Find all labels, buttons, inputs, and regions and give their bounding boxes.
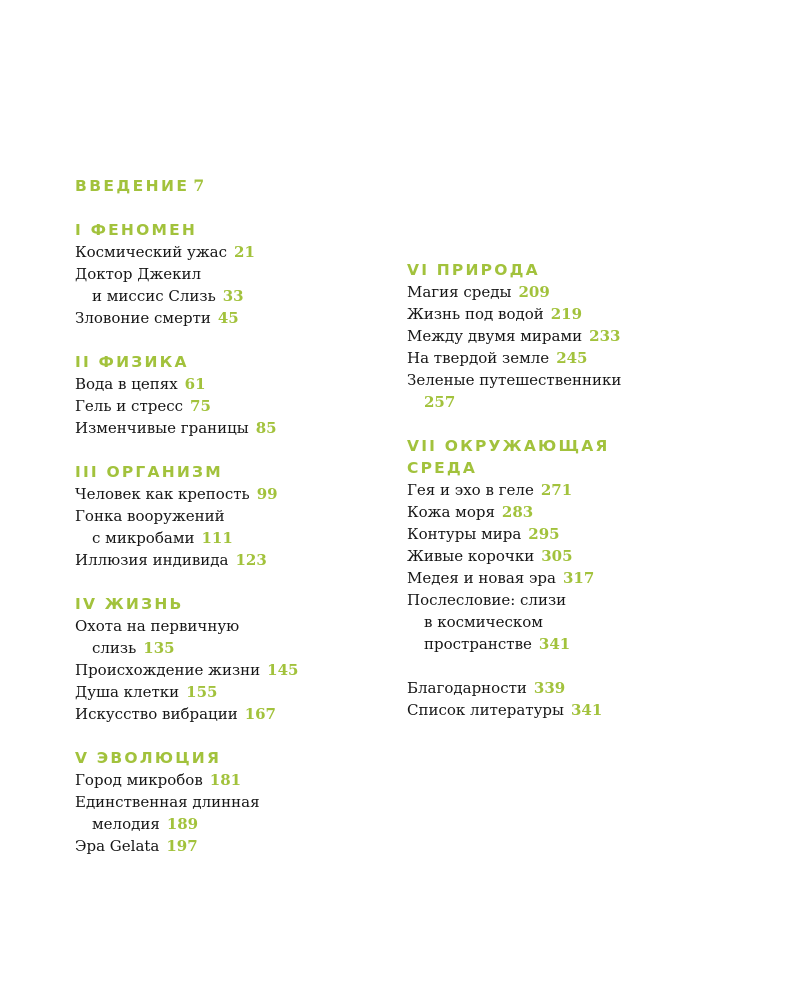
entry-title-text: На твердой земле	[407, 349, 550, 367]
entry-page-number: 21	[234, 243, 255, 261]
toc-entry[interactable]	[75, 373, 415, 395]
entry-title-text: Благодарности	[407, 679, 527, 697]
entry-title-line	[75, 703, 415, 725]
entry-title-line	[407, 611, 747, 633]
entry-title-text: Контуры мира	[407, 525, 522, 543]
entry-title-text: Доктор Джекил	[75, 265, 202, 283]
toc-entry[interactable]	[407, 699, 747, 721]
toc-entry[interactable]	[407, 325, 747, 347]
toc-entry[interactable]	[75, 263, 415, 307]
entry-title-line	[75, 373, 415, 395]
entry-page-number: 219	[550, 305, 583, 323]
entry-page-number: 85	[255, 419, 277, 437]
entry-title-text: Город микробов	[75, 771, 203, 789]
entry-title-line	[407, 677, 747, 699]
toc-entry[interactable]	[75, 659, 415, 681]
entry-page-number: 111	[201, 529, 233, 547]
section-title: V ЭВОЛЮЦИЯ	[75, 749, 222, 767]
entry-title-text: Медея и новая эра	[407, 569, 556, 587]
entry-title-text: и миссис Слизь	[92, 287, 216, 305]
toc-entry[interactable]	[407, 589, 747, 655]
toc-entry[interactable]	[75, 417, 415, 439]
toc-entry[interactable]	[75, 241, 415, 263]
entry-title-text: Космический ужас	[75, 243, 228, 261]
entry-list	[407, 677, 747, 721]
entry-title-text: Магия среды	[407, 283, 512, 301]
entry-page-number: 197	[166, 837, 198, 855]
toc-section	[75, 461, 415, 571]
toc-entry[interactable]	[75, 307, 415, 329]
entry-title-line	[75, 813, 415, 835]
toc-section	[75, 351, 415, 439]
entry-title-line	[75, 263, 415, 285]
entry-title-line	[407, 391, 747, 413]
toc-entry[interactable]	[75, 835, 415, 857]
toc-entry[interactable]	[75, 615, 415, 659]
entry-page-number: 75	[190, 397, 211, 415]
entry-page-number: 145	[267, 661, 299, 679]
section-title: III ОРГАНИЗМ	[75, 463, 223, 481]
entry-title-text: Кожа моря	[407, 503, 495, 521]
entry-title-text: Искусство вибрации	[75, 705, 238, 723]
entry-title-text: Зеленые путешественники	[407, 371, 622, 389]
entry-page-number: 99	[256, 485, 278, 503]
entry-title-text: Зловоние смерти	[75, 309, 211, 327]
entry-page-number: 233	[589, 327, 621, 345]
entry-title-text: Между двумя мирами	[407, 327, 583, 345]
entry-page-number: 257	[424, 393, 456, 411]
entry-page-number: 283	[501, 503, 534, 521]
entry-list	[75, 483, 415, 571]
entry-title-text: Единственная длинная	[75, 793, 260, 811]
entry-title-line	[407, 281, 747, 303]
entry-title-text: Список литературы	[407, 701, 564, 719]
entry-title-line	[407, 501, 747, 523]
entry-title-line	[75, 681, 415, 703]
toc-section	[407, 435, 747, 655]
right-sections	[407, 259, 747, 721]
entry-title-line	[407, 699, 747, 721]
toc-section	[75, 747, 415, 857]
entry-title-line	[75, 285, 415, 307]
toc-entry[interactable]	[75, 549, 415, 571]
entry-page-number: 135	[143, 639, 175, 657]
entry-title-text: мелодия	[92, 815, 160, 833]
entry-page-number: 245	[556, 349, 588, 367]
toc-right-column	[407, 259, 747, 743]
toc-entry[interactable]	[407, 567, 747, 589]
entry-page-number: 189	[166, 815, 199, 833]
entry-title-text: в космическом	[424, 613, 543, 631]
intro-page-number: 7	[193, 176, 205, 195]
entry-page-number: 271	[540, 481, 573, 499]
section-title: II ФИЗИКА	[75, 353, 189, 371]
entry-page-number: 167	[244, 705, 276, 723]
entry-title-text: Душа клетки	[75, 683, 180, 701]
section-title: VI ПРИРОДА	[407, 261, 540, 279]
entry-title-line	[407, 369, 747, 391]
entry-title-line	[75, 395, 415, 417]
entry-title-text: Иллюзия индивида	[75, 551, 229, 569]
intro-title: ВВЕДЕНИЕ	[75, 177, 190, 195]
entry-title-text: Охота на первичную	[75, 617, 240, 635]
entry-page-number: 155	[186, 683, 218, 701]
toc-entry[interactable]	[407, 677, 747, 699]
entry-title-line	[407, 479, 747, 501]
entry-page-number: 295	[528, 525, 560, 543]
entry-page-number: 341	[570, 701, 603, 719]
entry-page-number: 181	[209, 771, 242, 789]
toc-section	[75, 593, 415, 725]
entry-title-text: Происхождение жизни	[75, 661, 261, 679]
toc-left-column	[75, 173, 415, 879]
entry-title-line	[75, 549, 415, 571]
toc-intro[interactable]	[75, 173, 415, 199]
toc-entry[interactable]	[75, 769, 415, 791]
entry-page-number: 305	[541, 547, 573, 565]
toc-entry[interactable]	[75, 681, 415, 703]
entry-title-line	[75, 637, 415, 659]
entry-title-line	[407, 325, 747, 347]
section-title: VII ОКРУЖАЮЩАЯ СРЕДА	[407, 437, 610, 477]
entry-page-number: 339	[533, 679, 566, 697]
entry-page-number: 33	[222, 287, 244, 305]
entry-page-number: 123	[235, 551, 267, 569]
entry-list	[407, 281, 747, 413]
entry-title-text: Послесловие: слизи	[407, 591, 567, 609]
entry-title-line	[75, 505, 415, 527]
toc-entry[interactable]	[407, 281, 747, 303]
entry-title-text: пространстве	[424, 635, 532, 653]
entry-title-text: с микробами	[92, 529, 195, 547]
entry-page-number: 317	[562, 569, 595, 587]
entry-title-line	[75, 769, 415, 791]
entry-title-line	[75, 483, 415, 505]
entry-title-line	[75, 417, 415, 439]
toc-entry[interactable]	[407, 479, 747, 501]
toc-section	[407, 677, 747, 721]
toc-entry[interactable]	[407, 369, 747, 413]
toc-entry[interactable]	[407, 545, 747, 567]
entry-title-text: Гея и эхо в геле	[407, 481, 534, 499]
toc-entry[interactable]	[75, 395, 415, 417]
entry-title-text: Гель и стресс	[75, 397, 184, 415]
entry-title-text: Эра Gelata	[75, 837, 160, 855]
entry-title-line	[407, 545, 747, 567]
entry-page-number: 209	[518, 283, 550, 301]
entry-title-line	[75, 307, 415, 329]
left-sections	[75, 219, 415, 857]
entry-list	[75, 769, 415, 857]
toc-section	[75, 219, 415, 329]
entry-list	[75, 241, 415, 329]
entry-title-text: Вода в цепях	[75, 375, 178, 393]
section-title: I ФЕНОМЕН	[75, 221, 198, 239]
toc-entry[interactable]	[75, 703, 415, 725]
entry-title-line	[75, 835, 415, 857]
toc-entry[interactable]	[75, 483, 415, 505]
toc-entry[interactable]	[407, 303, 747, 325]
toc-entry[interactable]	[75, 505, 415, 549]
entry-page-number: 61	[184, 375, 206, 393]
entry-title-line	[75, 615, 415, 637]
section-title: IV ЖИЗНЬ	[75, 595, 184, 613]
toc-entry[interactable]	[75, 791, 415, 835]
entry-list	[407, 479, 747, 655]
entry-title-line	[407, 589, 747, 611]
entry-title-text: Жизнь под водой	[407, 305, 544, 323]
intro-spacer	[75, 199, 415, 219]
entry-title-text: слизь	[92, 639, 137, 657]
entry-title-text: Человек как крепость	[75, 485, 250, 503]
entry-title-line	[407, 347, 747, 369]
entry-title-text: Живые корочки	[407, 547, 535, 565]
entry-title-line	[75, 241, 415, 263]
entry-list	[75, 615, 415, 725]
entry-title-line	[407, 567, 747, 589]
entry-page-number: 341	[538, 635, 571, 653]
entry-title-line	[407, 633, 747, 655]
entry-title-line	[75, 791, 415, 813]
entry-title-text: Изменчивые границы	[75, 419, 249, 437]
toc-section	[407, 259, 747, 413]
entry-title-text: Гонка вооружений	[75, 507, 225, 525]
toc-entry[interactable]	[407, 523, 747, 545]
entry-title-line	[407, 303, 747, 325]
entry-title-line	[407, 523, 747, 545]
toc-entry[interactable]	[407, 347, 747, 369]
toc-entry[interactable]	[407, 501, 747, 523]
entry-title-line	[75, 527, 415, 549]
entry-list	[75, 373, 415, 439]
entry-page-number: 45	[217, 309, 239, 327]
entry-title-line	[75, 659, 415, 681]
